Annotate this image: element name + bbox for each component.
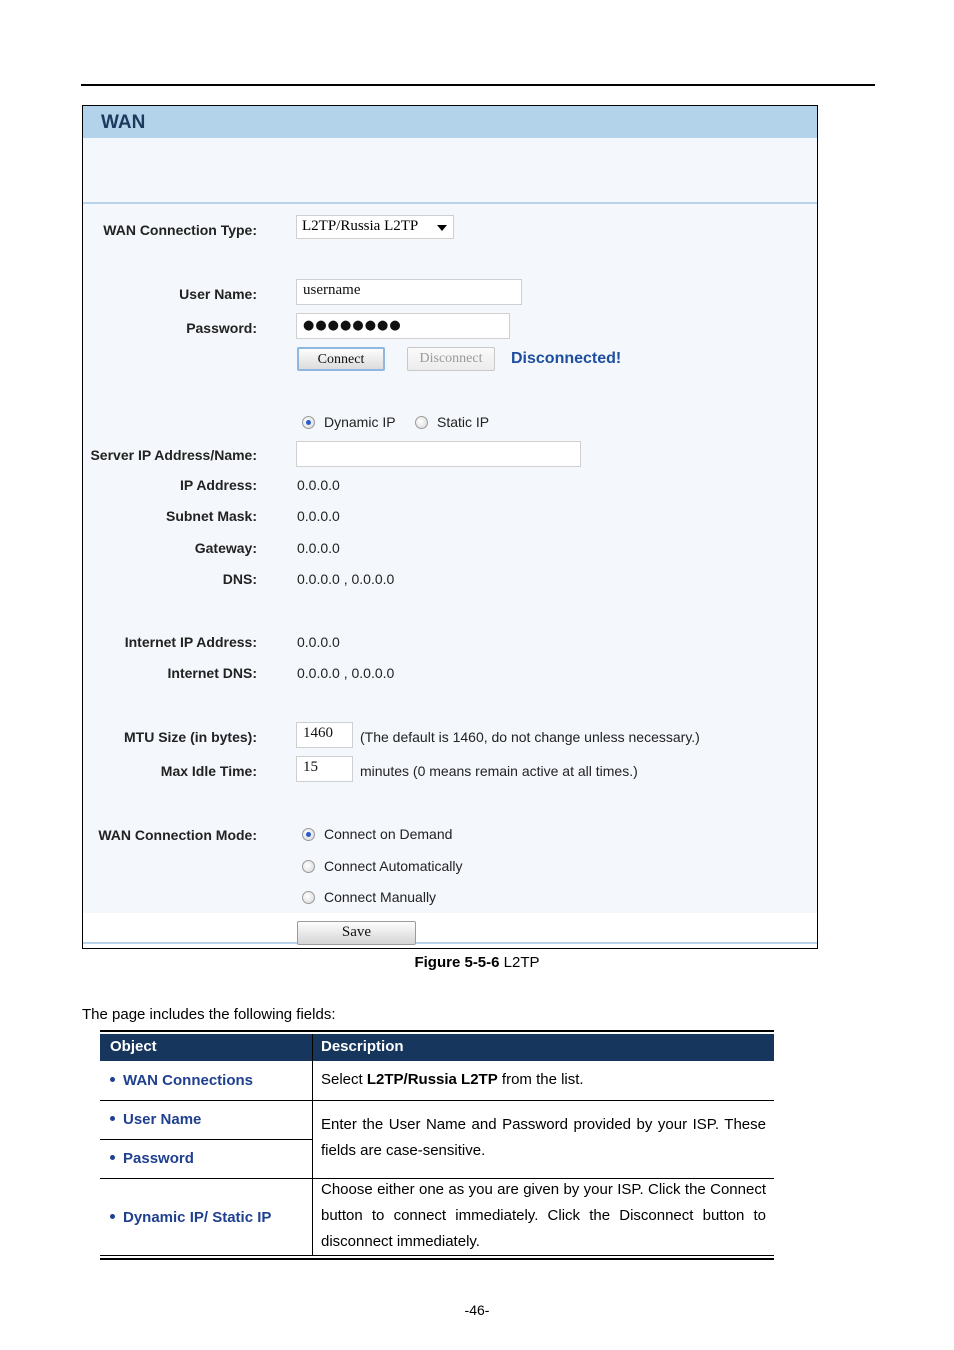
header-rule bbox=[81, 84, 875, 86]
label-internet-ip: Internet IP Address: bbox=[124, 634, 257, 650]
object-wan-connections bbox=[110, 1072, 253, 1089]
static-ip-label: Static IP bbox=[437, 414, 490, 430]
table-top-rule bbox=[100, 1030, 774, 1032]
table-bottom-rule-thick bbox=[100, 1258, 774, 1260]
static-ip-radio[interactable] bbox=[415, 416, 428, 429]
label-max-idle: Max Idle Time: bbox=[160, 763, 257, 779]
label-dns: DNS: bbox=[222, 571, 257, 587]
max-idle-input[interactable]: 15 bbox=[296, 756, 353, 782]
connection-type-select[interactable] bbox=[296, 215, 454, 239]
wan-header-bar bbox=[83, 106, 817, 138]
dropdown-arrow-icon bbox=[437, 225, 447, 231]
desc-text: Select bbox=[321, 1071, 367, 1088]
bullet-icon bbox=[110, 1214, 115, 1219]
wan-settings-screenshot bbox=[82, 105, 818, 949]
mode-label-on-demand: Connect on Demand bbox=[324, 826, 453, 842]
label-connection-mode: WAN Connection Mode: bbox=[98, 827, 257, 843]
internet-ip-value: 0.0.0.0 bbox=[297, 634, 340, 650]
subnet-mask-value: 0.0.0.0 bbox=[297, 508, 340, 524]
figure-label: Figure 5-5-6 bbox=[414, 954, 500, 971]
mode-label-manual: Connect Manually bbox=[324, 889, 437, 905]
ip-address-value: 0.0.0.0 bbox=[297, 477, 340, 493]
connection-type-value: L2TP/Russia L2TP bbox=[302, 218, 419, 234]
dynamic-ip-label: Dynamic IP bbox=[324, 414, 396, 430]
intro-text: The page includes the following fields: bbox=[82, 1006, 336, 1023]
wan-form-body bbox=[83, 138, 817, 913]
label-subnet-mask: Subnet Mask: bbox=[165, 508, 257, 524]
column-divider bbox=[312, 1034, 313, 1256]
label-internet-dns: Internet DNS: bbox=[167, 665, 257, 681]
user-name-input[interactable]: username bbox=[296, 279, 522, 305]
label-gateway: Gateway: bbox=[194, 540, 257, 556]
mode-radio-automatic[interactable] bbox=[302, 860, 315, 873]
desc-wan-connections bbox=[321, 1067, 766, 1093]
desc-user-password: Enter the User Name and Password provided by your ISP. These fields are case-sensitive. bbox=[321, 1116, 766, 1159]
object-label: Dynamic IP/ Static IP bbox=[123, 1209, 272, 1226]
table-bottom-rule bbox=[100, 1255, 774, 1256]
mtu-note: (The default is 1460, do not change unless necessary.) bbox=[360, 729, 700, 745]
object-ip-mode bbox=[110, 1209, 271, 1226]
object-user-name bbox=[110, 1111, 201, 1128]
mtu-input[interactable]: 1460 bbox=[296, 722, 353, 748]
connection-status: Disconnected! bbox=[511, 350, 622, 367]
row-divider bbox=[100, 1139, 312, 1140]
bullet-icon bbox=[110, 1077, 115, 1082]
mode-radio-on-demand[interactable] bbox=[302, 828, 315, 841]
figure-text: L2TP bbox=[499, 954, 540, 971]
save-button[interactable]: Save bbox=[297, 921, 416, 945]
internet-dns-value: 0.0.0.0 , 0.0.0.0 bbox=[297, 665, 395, 681]
disconnect-button[interactable]: Disconnect bbox=[407, 347, 495, 371]
max-idle-note: minutes (0 means remain active at all times.) bbox=[360, 763, 638, 779]
header-object: Object bbox=[110, 1038, 157, 1055]
object-label: User Name bbox=[123, 1111, 202, 1128]
label-mtu: MTU Size (in bytes): bbox=[123, 729, 257, 745]
object-label: WAN Connections bbox=[123, 1072, 253, 1089]
dynamic-ip-radio[interactable] bbox=[302, 416, 315, 429]
dns-value: 0.0.0.0 , 0.0.0.0 bbox=[297, 571, 395, 587]
page-number: -46- bbox=[464, 1302, 490, 1318]
connect-button[interactable]: Connect bbox=[297, 347, 385, 371]
label-user-name: User Name: bbox=[179, 286, 257, 302]
desc-bold: L2TP/Russia L2TP bbox=[366, 1071, 498, 1088]
server-address-input[interactable] bbox=[296, 441, 581, 467]
object-label: Password bbox=[123, 1150, 194, 1167]
label-server: Server IP Address/Name: bbox=[90, 447, 257, 463]
desc-text: from the list. bbox=[497, 1071, 584, 1088]
divider-bottom bbox=[83, 942, 817, 944]
mode-radio-manual[interactable] bbox=[302, 891, 315, 904]
wan-title: WAN bbox=[101, 112, 146, 133]
label-ip-address: IP Address: bbox=[179, 477, 257, 493]
bullet-icon bbox=[110, 1116, 115, 1121]
divider-top bbox=[83, 202, 817, 204]
bullet-icon bbox=[110, 1155, 115, 1160]
desc-ip-mode: Choose either one as you are given by your ISP. Click the Connect button to connect immediately. Click the Disconnect button to disconnect immediately. bbox=[321, 1181, 766, 1250]
figure-caption bbox=[0, 954, 954, 971]
mode-label-automatic: Connect Automatically bbox=[324, 858, 463, 874]
row-divider bbox=[100, 1100, 774, 1101]
password-input[interactable]: ●●●●●●●● bbox=[296, 313, 510, 339]
table-header-row bbox=[100, 1034, 774, 1061]
label-connection-type: WAN Connection Type: bbox=[103, 222, 257, 238]
header-description: Description bbox=[321, 1038, 404, 1055]
gateway-value: 0.0.0.0 bbox=[297, 540, 340, 556]
object-password bbox=[110, 1150, 194, 1167]
label-password: Password: bbox=[186, 320, 257, 336]
